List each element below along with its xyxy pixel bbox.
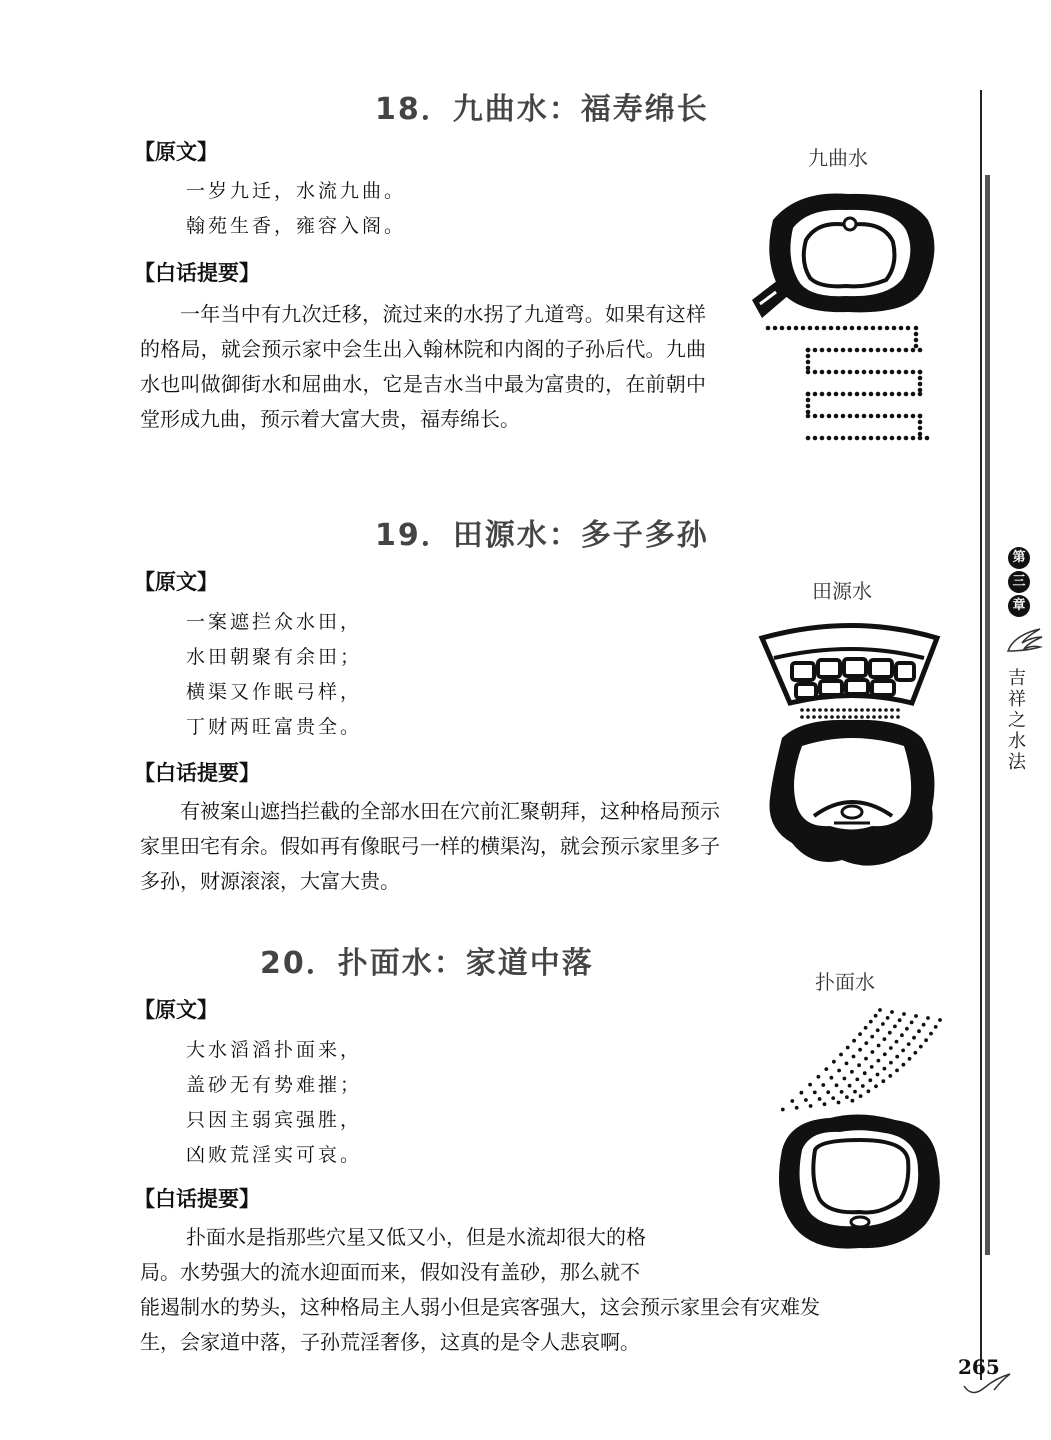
- water-dot: [848, 370, 853, 375]
- water-dot: [862, 414, 867, 419]
- figure-tianyuan-title: 田源水: [812, 579, 872, 603]
- water-dot: [860, 708, 864, 712]
- water-dot: [859, 1094, 863, 1098]
- water-dot: [934, 1025, 938, 1029]
- water-dot: [918, 426, 923, 431]
- water-dot: [918, 392, 923, 397]
- water-dot: [911, 414, 916, 419]
- water-dot: [857, 1063, 861, 1067]
- water-dot: [855, 436, 860, 441]
- water-dot: [824, 715, 828, 719]
- water-dot: [787, 326, 792, 331]
- section-18-original-text: [186, 174, 406, 244]
- water-dot: [864, 1041, 868, 1045]
- water-dot: [907, 1042, 911, 1046]
- water-dot: [926, 1016, 930, 1020]
- water-dot: [841, 370, 846, 375]
- water-dot: [876, 370, 881, 375]
- water-dot: [874, 1014, 878, 1018]
- section-20-explain-line-3: 能遏制水的势头，这种格局主人弱小但是宾客强大，这会预示家里会有灾难发: [140, 1295, 820, 1319]
- water-dot: [855, 370, 860, 375]
- water-dot: [896, 715, 900, 719]
- water-dot: [904, 392, 909, 397]
- water-dot: [897, 348, 902, 353]
- water-dot: [929, 1032, 933, 1036]
- water-dot: [864, 1026, 868, 1030]
- water-dot: [871, 1050, 875, 1054]
- water-dot: [911, 392, 916, 397]
- water-dot: [893, 1025, 897, 1029]
- water-dot: [827, 370, 832, 375]
- water-dot: [806, 410, 811, 415]
- section-18-explain-label: 【白话提要】: [134, 261, 260, 285]
- water-dot: [829, 326, 834, 331]
- water-dot: [883, 1037, 887, 1041]
- water-dot: [878, 715, 882, 719]
- section-20-title: 20．扑面水：家道中落: [260, 946, 594, 981]
- water-dot: [835, 1083, 839, 1087]
- page-number-flourish-icon: [962, 1368, 1022, 1398]
- water-dot: [766, 326, 771, 331]
- water-dot: [809, 1104, 813, 1108]
- water-dot: [914, 326, 919, 331]
- water-dot: [842, 708, 846, 712]
- water-dot: [834, 414, 839, 419]
- water-dot: [848, 715, 852, 719]
- water-dot: [813, 436, 818, 441]
- water-dot: [890, 1010, 894, 1014]
- water-dot: [918, 376, 923, 381]
- water-dot: [813, 392, 818, 397]
- water-dot: [841, 436, 846, 441]
- water-dot: [813, 348, 818, 353]
- water-dot: [884, 715, 888, 719]
- original-line: 凶败荒淫实可哀。: [186, 1144, 363, 1166]
- water-dot: [914, 1014, 918, 1018]
- water-dot: [813, 1091, 817, 1095]
- water-dot: [911, 370, 916, 375]
- water-dot: [918, 432, 923, 437]
- water-dot: [895, 1040, 899, 1044]
- water-dot: [898, 1018, 902, 1022]
- water-dot: [827, 348, 832, 353]
- water-dot: [854, 708, 858, 712]
- water-dot: [876, 436, 881, 441]
- water-dot: [881, 1022, 885, 1026]
- water-dot: [889, 1061, 893, 1065]
- water-dot: [858, 1032, 862, 1036]
- water-dot: [781, 1108, 785, 1112]
- water-dot: [808, 1083, 812, 1087]
- section-18-title: 18．九曲水：福寿绵长: [375, 92, 709, 127]
- water-dot: [897, 370, 902, 375]
- water-dot: [806, 370, 811, 375]
- original-line: 横渠又作眠弓样，: [186, 681, 363, 703]
- water-dot: [897, 392, 902, 397]
- water-dot: [901, 1049, 905, 1053]
- water-dot: [867, 1089, 871, 1093]
- water-dot: [806, 715, 810, 719]
- water-dot: [848, 414, 853, 419]
- water-dot: [813, 414, 818, 419]
- water-dot: [870, 1065, 874, 1069]
- water-dot: [883, 1052, 887, 1056]
- water-dot: [895, 1069, 899, 1073]
- water-dot: [911, 348, 916, 353]
- water-dot: [827, 392, 832, 397]
- water-dot: [813, 370, 818, 375]
- water-dot: [830, 708, 834, 712]
- water-dot: [862, 436, 867, 441]
- water-dot: [864, 326, 869, 331]
- water-dot: [836, 715, 840, 719]
- water-dot: [831, 1096, 835, 1100]
- water-dot: [924, 1038, 928, 1042]
- water-dot: [848, 436, 853, 441]
- water-dot: [883, 348, 888, 353]
- water-dot: [837, 1069, 841, 1073]
- water-dot: [883, 436, 888, 441]
- water-dot: [845, 1095, 849, 1099]
- water-dot: [914, 338, 919, 343]
- water-dot: [905, 1027, 909, 1031]
- water-dot: [848, 708, 852, 712]
- water-dot: [843, 326, 848, 331]
- margin-rule-thick: [985, 175, 990, 1255]
- water-dot: [801, 326, 806, 331]
- water-dot: [883, 414, 888, 419]
- original-line: 只因主弱宾强胜，: [186, 1109, 363, 1131]
- water-dot: [890, 708, 894, 712]
- water-dot: [869, 370, 874, 375]
- water-dot: [870, 1035, 874, 1039]
- water-dot: [876, 414, 881, 419]
- water-dot: [834, 436, 839, 441]
- water-dot: [815, 326, 820, 331]
- water-dot: [824, 1067, 828, 1071]
- water-dot: [888, 1074, 892, 1078]
- figure-pumian-title: 扑面水: [815, 970, 875, 994]
- water-dot: [902, 1063, 906, 1067]
- water-dot: [908, 1057, 912, 1061]
- water-dot: [860, 715, 864, 719]
- figure-jiuqu-diagram: [738, 180, 958, 470]
- water-dot: [883, 1067, 887, 1071]
- water-dot: [841, 392, 846, 397]
- water-dot: [862, 370, 867, 375]
- water-dot: [869, 436, 874, 441]
- section-19-title: 19．田源水：多子多孙: [375, 518, 709, 553]
- section-20-original-text: [186, 1033, 362, 1173]
- water-dot: [918, 370, 923, 375]
- water-dot: [914, 332, 919, 337]
- water-dot: [806, 354, 811, 359]
- water-dot: [822, 326, 827, 331]
- water-dot: [861, 1084, 865, 1088]
- section-20-explain-line-1: 扑面水是指那些穴星又低又小，但是水流却很大的格: [186, 1225, 646, 1249]
- water-dot: [780, 326, 785, 331]
- water-dot: [902, 1012, 906, 1016]
- water-dot: [892, 326, 897, 331]
- water-dot: [869, 392, 874, 397]
- water-dot: [877, 1044, 881, 1048]
- water-dot: [883, 370, 888, 375]
- water-dot: [834, 348, 839, 353]
- water-dot: [806, 360, 811, 365]
- water-dot: [850, 326, 855, 331]
- water-dot: [855, 414, 860, 419]
- water-dot: [806, 708, 810, 712]
- original-line: 一岁九迁，水流九曲。: [186, 180, 407, 202]
- figure-tianyuan-diagram: [752, 618, 952, 888]
- water-dot: [850, 1070, 854, 1074]
- water-dot: [846, 1046, 850, 1050]
- water-dot: [806, 436, 811, 441]
- water-dot: [843, 1077, 847, 1081]
- water-dot: [938, 1018, 942, 1022]
- water-dot: [917, 1029, 921, 1033]
- section-20-explain-label: 【白话提要】: [134, 1187, 260, 1211]
- water-dot: [841, 414, 846, 419]
- water-dot: [925, 436, 930, 441]
- chapter-side-title: 吉祥之水法: [1008, 668, 1026, 773]
- margin-rule: [980, 90, 982, 1380]
- water-dot: [790, 1099, 794, 1103]
- water-dot: [890, 414, 895, 419]
- original-line: 丁财两旺富贵全。: [186, 716, 363, 738]
- water-dot: [827, 414, 832, 419]
- water-dot: [823, 1102, 827, 1106]
- water-dot: [876, 1073, 880, 1077]
- water-dot: [864, 1057, 868, 1061]
- water-dot: [897, 414, 902, 419]
- water-dot: [918, 420, 923, 425]
- original-line: 翰苑生香，雍容入阁。: [186, 215, 407, 237]
- original-line: 一案遮拦众水田，: [186, 611, 363, 633]
- water-dot: [890, 370, 895, 375]
- water-dot: [883, 392, 888, 397]
- water-dot: [857, 326, 862, 331]
- water-dot: [918, 436, 923, 441]
- water-dot: [869, 414, 874, 419]
- water-dot: [820, 348, 825, 353]
- water-dot: [912, 1036, 916, 1040]
- water-dot: [830, 1076, 834, 1080]
- water-dot: [904, 348, 909, 353]
- water-dot: [820, 392, 825, 397]
- original-line: 盖砂无有势难摧；: [186, 1074, 363, 1096]
- water-dot: [800, 715, 804, 719]
- water-dot: [878, 1008, 882, 1012]
- water-dot: [876, 1028, 880, 1032]
- water-dot: [858, 1048, 862, 1052]
- water-dot: [800, 708, 804, 712]
- section-19-explain-label: 【白话提要】: [134, 761, 260, 785]
- water-dot: [820, 370, 825, 375]
- figure-jiuqu-title: 九曲水: [808, 146, 868, 170]
- water-dot: [889, 1046, 893, 1050]
- water-dot: [904, 436, 909, 441]
- water-dot: [848, 1084, 852, 1088]
- water-dot: [827, 436, 832, 441]
- water-dot: [834, 392, 839, 397]
- water-dot: [878, 708, 882, 712]
- water-dot: [852, 1055, 856, 1059]
- water-dot: [913, 1051, 917, 1055]
- water-dot: [863, 1071, 867, 1075]
- water-dot: [820, 414, 825, 419]
- water-dot: [881, 1079, 885, 1083]
- section-19-original-text: [186, 605, 362, 745]
- water-dot: [830, 715, 834, 719]
- water-dot: [862, 392, 867, 397]
- water-dot: [840, 1090, 844, 1094]
- water-dot: [897, 436, 902, 441]
- water-dot: [886, 1016, 890, 1020]
- page-number: 265: [958, 1355, 1000, 1379]
- chapter-char: 三: [1008, 571, 1030, 593]
- water-dot: [866, 715, 870, 719]
- water-dot: [899, 326, 904, 331]
- water-dot: [890, 715, 894, 719]
- water-dot: [818, 715, 822, 719]
- water-dot: [848, 392, 853, 397]
- water-dot: [890, 348, 895, 353]
- water-dot: [851, 1099, 855, 1103]
- water-dot: [842, 715, 846, 719]
- water-dot: [918, 348, 923, 353]
- water-dot: [871, 326, 876, 331]
- water-dot: [884, 708, 888, 712]
- water-dot: [812, 708, 816, 712]
- water-dot: [855, 1078, 859, 1082]
- water-dot: [911, 436, 916, 441]
- water-dot: [868, 1078, 872, 1082]
- water-dot: [855, 348, 860, 353]
- water-dot: [806, 348, 811, 353]
- water-dot: [869, 348, 874, 353]
- section-19-original-label: 【原文】: [134, 570, 218, 594]
- water-dot: [877, 1059, 881, 1063]
- water-dot: [795, 1106, 799, 1110]
- water-dot: [869, 1020, 873, 1024]
- water-dot: [853, 1090, 857, 1094]
- water-dot: [836, 708, 840, 712]
- water-dot: [872, 708, 876, 712]
- wing-ornament-icon: [1004, 625, 1044, 655]
- water-dot: [862, 348, 867, 353]
- water-dot: [806, 414, 811, 419]
- original-line: 水田朝聚有余田；: [186, 646, 363, 668]
- chapter-char: 第: [1008, 547, 1030, 569]
- water-dot: [832, 1060, 836, 1064]
- section-20-explain-line-2: 局。水势强大的流水迎面而来，假如没有盖砂，那么就不: [140, 1260, 640, 1284]
- section-18-original-label: 【原文】: [134, 140, 218, 164]
- water-dot: [874, 1084, 878, 1088]
- water-dot: [852, 1039, 856, 1043]
- water-dot: [845, 1062, 849, 1066]
- water-dot: [806, 404, 811, 409]
- water-dot: [885, 326, 890, 331]
- section-20-explain-line-4: 生，会家道中落，子孙荒淫奢侈，这真的是令人悲哀啊。: [140, 1330, 640, 1354]
- water-dot: [848, 348, 853, 353]
- water-dot: [878, 326, 883, 331]
- water-dot: [854, 715, 858, 719]
- water-dot: [836, 326, 841, 331]
- water-dot: [818, 708, 822, 712]
- water-dot: [900, 1033, 904, 1037]
- water-dot: [918, 414, 923, 419]
- chapter-char: 章: [1008, 595, 1030, 617]
- original-line: 大水滔滔扑面来，: [186, 1039, 363, 1061]
- water-dot: [896, 708, 900, 712]
- water-dot: [812, 715, 816, 719]
- water-dot: [904, 370, 909, 375]
- water-dot: [826, 1090, 830, 1094]
- water-dot: [895, 1055, 899, 1059]
- section-20-original-label: 【原文】: [134, 998, 218, 1022]
- water-dot: [806, 392, 811, 397]
- water-dot: [804, 1098, 808, 1102]
- water-dot: [876, 392, 881, 397]
- water-dot: [808, 326, 813, 331]
- figure-pumian-diagram: [760, 1000, 960, 1260]
- water-dot: [794, 326, 799, 331]
- water-dot: [876, 348, 881, 353]
- water-dot: [834, 370, 839, 375]
- chapter-tab: [1008, 545, 1032, 619]
- water-dot: [806, 366, 811, 371]
- water-dot: [839, 1053, 843, 1057]
- water-dot: [922, 1023, 926, 1027]
- water-dot: [818, 1097, 822, 1101]
- section-19-explain-text: 有被案山遮挡拦截的全部水田在穴前汇聚朝拜，这种格局预示家里田宅有余。假如再有像眠弓一样的横渠沟，就会预示家里多子多孙，财源滚滚，大富大贵。: [140, 799, 720, 893]
- water-dot: [821, 1083, 825, 1087]
- water-dot: [906, 326, 911, 331]
- water-dot: [890, 436, 895, 441]
- water-dot: [919, 1045, 923, 1049]
- section-18-explain-text: 一年当中有九次迁移，流过来的水拐了九道弯。如果有这样的格局，就会预示家中会生出入翰林院和内阁的子孙后代。九曲水也叫做御街水和屈曲水，它是吉水当中最为富贵的，在前朝中堂形成九曲，预示着大富大贵，福寿绵长。: [140, 302, 706, 431]
- water-dot: [837, 1101, 841, 1105]
- water-dot: [855, 392, 860, 397]
- water-dot: [817, 1075, 821, 1079]
- water-dot: [800, 1091, 804, 1095]
- water-dot: [888, 1031, 892, 1035]
- water-dot: [910, 1021, 914, 1025]
- water-dot: [820, 436, 825, 441]
- water-dot: [866, 708, 870, 712]
- water-dot: [872, 715, 876, 719]
- water-dot: [824, 708, 828, 712]
- water-dot: [773, 326, 778, 331]
- water-dot: [806, 398, 811, 403]
- water-dot: [904, 414, 909, 419]
- water-dot: [918, 388, 923, 393]
- water-dot: [914, 344, 919, 349]
- water-dot: [890, 392, 895, 397]
- water-dot: [841, 348, 846, 353]
- water-dot: [918, 382, 923, 387]
